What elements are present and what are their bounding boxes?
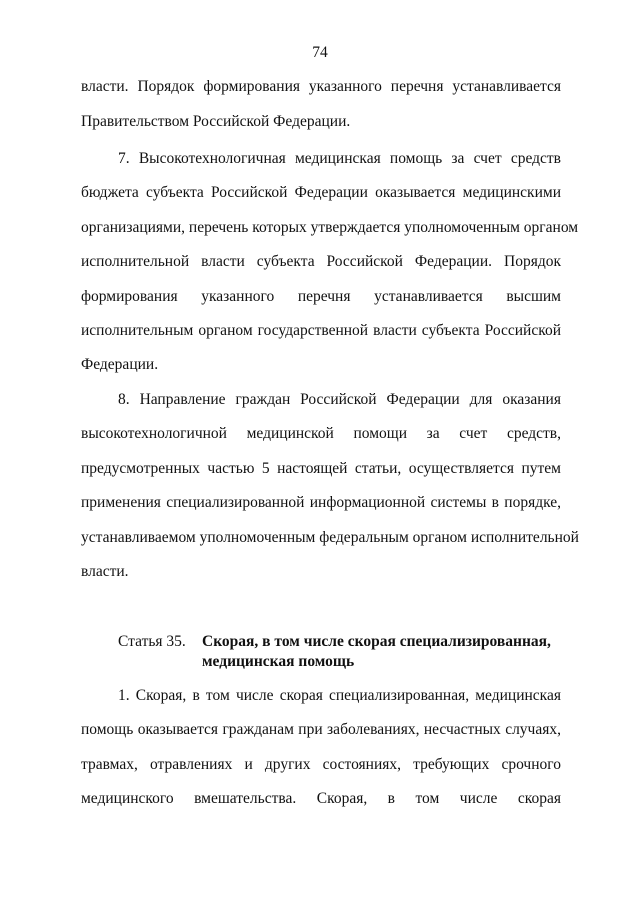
text-line: высокотехнологичной медицинской помощи за счет средств,: [81, 425, 561, 442]
text-line: 1. Скорая, в том числе скорая специализированная, медицинская: [118, 687, 561, 704]
article-title: [202, 632, 562, 672]
page-number: 74: [312, 44, 328, 61]
text-line: травмах, отравлениях и других состояниях, требующих срочного: [81, 756, 561, 773]
text-line: власти. Порядок формирования указанного перечня устанавливается: [81, 78, 561, 95]
article-title-line: медицинская помощь: [202, 653, 355, 670]
text-line: медицинского вмешательства. Скорая, в том числе скорая: [81, 790, 561, 807]
text-line: Правительством Российской Федерации.: [81, 113, 351, 130]
text-line: 8. Направление граждан Российской Федерации для оказания: [118, 391, 561, 408]
text-line: Федерации.: [81, 356, 159, 373]
text-line: применения специализированной информационной системы в порядке,: [81, 494, 561, 511]
text-line: исполнительной власти субъекта Российской Федерации. Порядок: [81, 253, 561, 270]
article-title-line: Скорая, в том числе скорая специализированная,: [202, 633, 551, 650]
text-line: формирования указанного перечня устанавливается высшим: [81, 288, 561, 305]
text-line: помощь оказывается гражданам при заболеваниях, несчастных случаях,: [81, 721, 561, 738]
text-line: устанавливаемом уполномоченным федеральным органом исполнительной: [81, 529, 579, 546]
text-line: исполнительным органом государственной власти субъекта Российской: [81, 322, 561, 339]
text-line: 7. Высокотехнологичная медицинская помощь за счет средств: [118, 150, 561, 167]
article-label: Статья 35.: [118, 633, 186, 650]
text-line: власти.: [81, 563, 129, 580]
text-line: организациями, перечень которых утверждается уполномоченным органом: [81, 219, 579, 236]
text-line: бюджета субъекта Российской Федерации оказывается медицинскими: [81, 184, 561, 201]
text-line: предусмотренных частью 5 настоящей статьи, осуществляется путем: [81, 460, 561, 477]
